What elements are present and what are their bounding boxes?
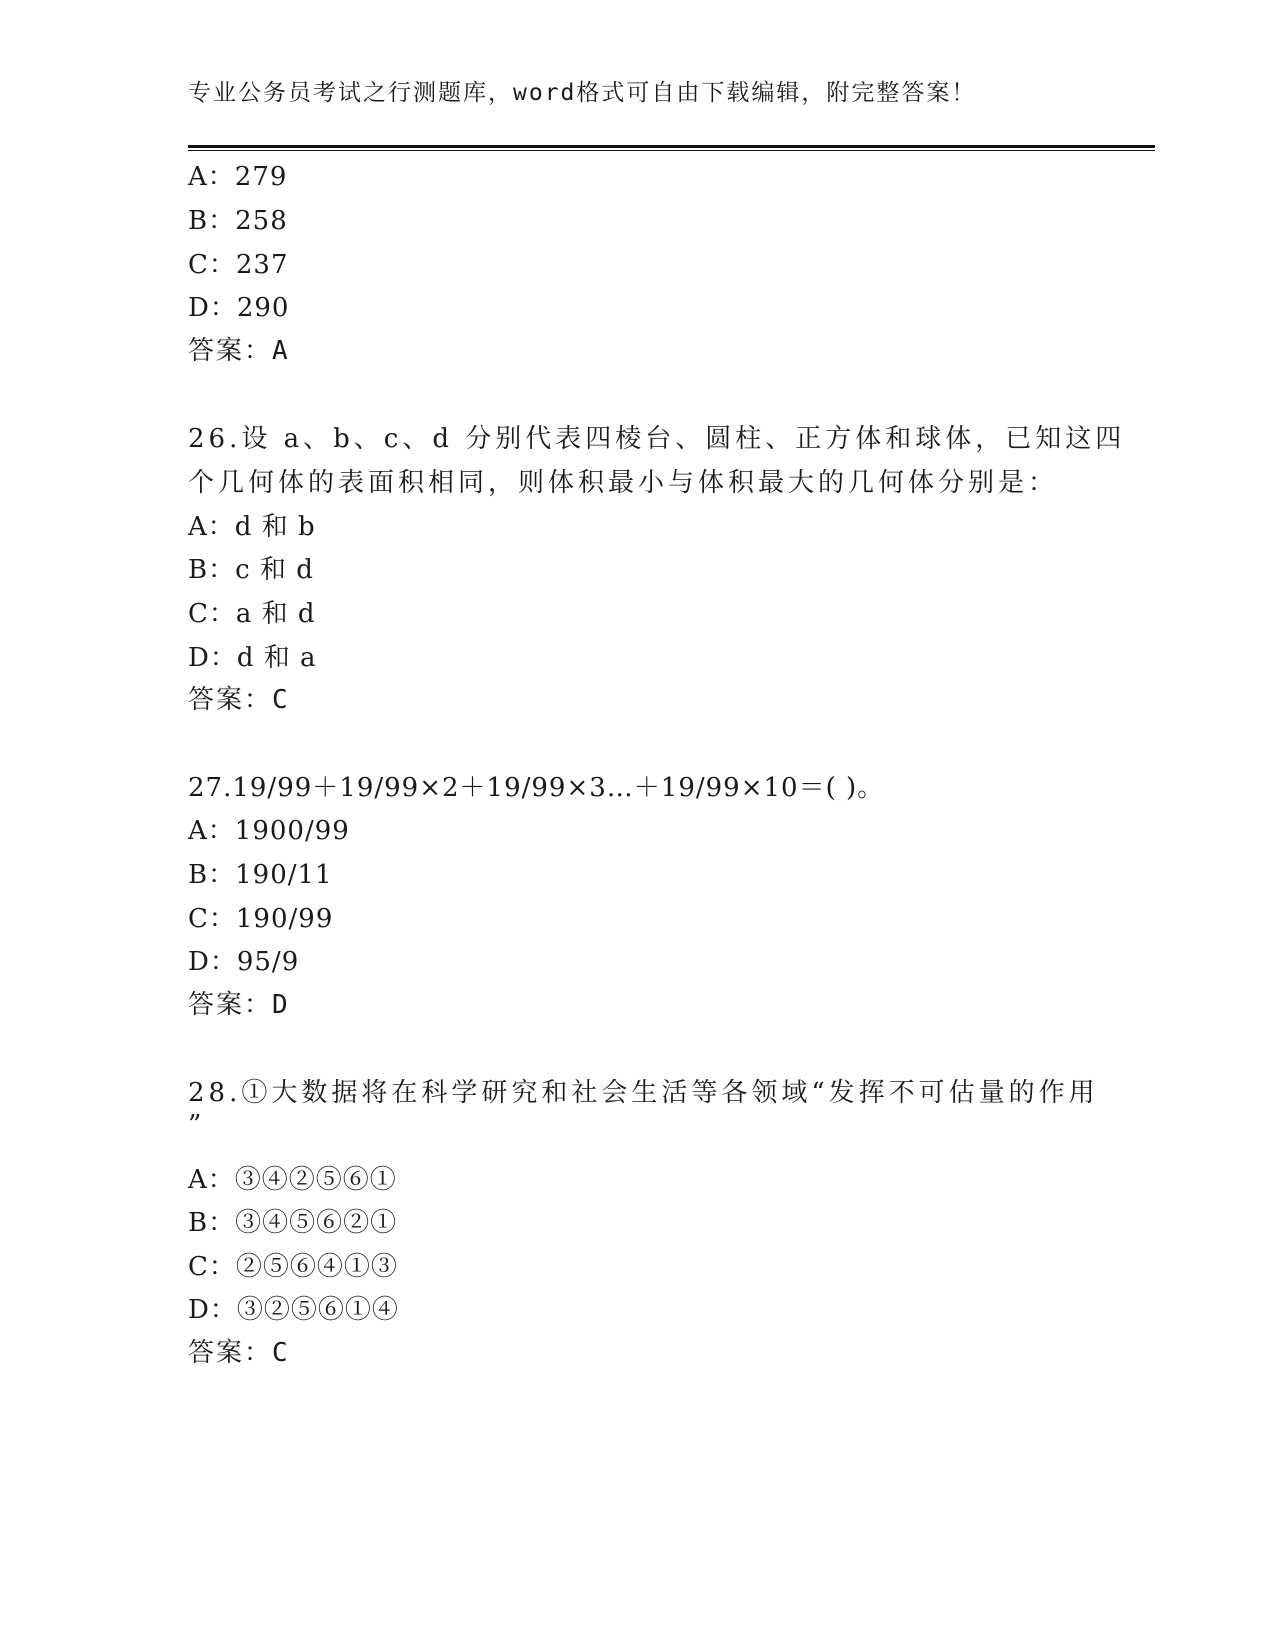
page-header: 专业公务员考试之行测题库，word格式可自由下载编辑，附完整答案！ [188,80,977,106]
q28-stem-line1: 28.①大数据将在科学研究和社会生活等各领域“发挥不可估量的作用 [188,1078,1099,1108]
q26-stem-line2: 个几何体的表面积相同，则体积最小与体积最大的几何体分别是： [188,468,1059,498]
q27-option-c: C：190/99 [188,904,334,934]
q28-stem-line2: ” [188,1110,203,1140]
q27-option-b: B：190/11 [188,860,333,890]
q26-option-b: B：c 和 d [188,555,314,585]
q26-stem-line1: 26.设 a、b、c、d 分别代表四棱台、圆柱、正方体和球体，已知这四 [188,424,1126,454]
q25-option-d: D：290 [188,293,290,323]
q28-option-a: A：③④②⑤⑥① [188,1165,397,1195]
q25-option-c: C：237 [188,250,289,280]
q25-option-b: B：258 [188,206,288,236]
q27-option-a: A：1900/99 [188,816,350,846]
q27-stem: 27.19/99＋19/99×2＋19/99×3…＋19/99×10＝( )。 [188,773,885,803]
q27-answer: 答案：D [188,990,290,1020]
q28-option-d: D：③②⑤⑥①④ [188,1295,399,1325]
q28-option-b: B：③④⑤⑥②① [188,1208,398,1238]
q26-option-c: C：a 和 d [188,599,316,629]
q26-option-d: D：d 和 a [188,643,317,673]
q25-answer: 答案：A [188,336,290,366]
q28-option-c: C：②⑤⑥④①③ [188,1252,398,1282]
q27-option-d: D：95/9 [188,947,300,977]
q26-answer: 答案：C [188,685,290,715]
header-rule-thick [188,145,1155,148]
q26-option-a: A：d 和 b [188,512,316,542]
header-rule-thin [188,150,1155,151]
q25-option-a: A：279 [188,162,288,192]
q28-answer: 答案：C [188,1338,290,1368]
